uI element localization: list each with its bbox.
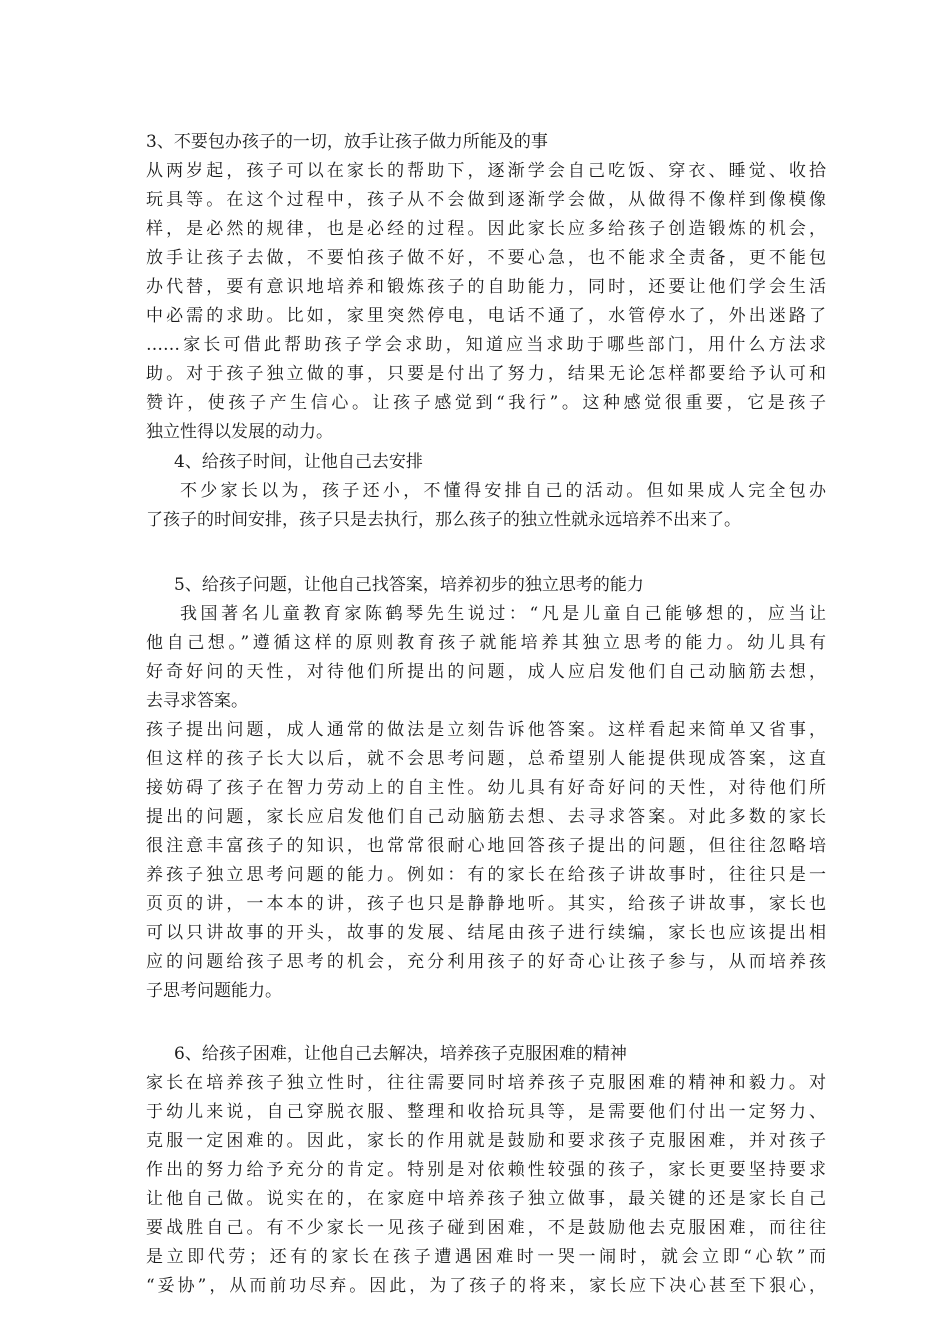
section-5 bbox=[146, 571, 826, 1006]
paragraph-line: 中必需的求助。比如，家里突然停电，电话不通了，水管停水了，外出迷路了 bbox=[146, 306, 826, 326]
paragraph-line: 好奇好问的天性，对待他们所提出的问题，成人应启发他们自己动脑筋去想， bbox=[146, 662, 826, 682]
paragraph-line: 赞许，使孩子产生信心。让孩子感觉到“我行”。这种感觉很重要，它是孩子 bbox=[146, 393, 826, 413]
paragraph-line: 从两岁起，孩子可以在家长的帮助下，逐渐学会自己吃饭、穿衣、睡觉、收拾 bbox=[146, 161, 826, 181]
paragraph-line: 玩具等。在这个过程中，孩子从不会做到逐渐学会做，从做得不像样到像模像 bbox=[146, 190, 826, 210]
section-4-heading: 4、给孩子时间，让他自己去安排 bbox=[174, 452, 423, 472]
paragraph-line: 养孩子独立思考问题的能力。例如：有的家长在给孩子讲故事时，往往只是一 bbox=[146, 865, 826, 885]
paragraph-line: 孩子提出问题，成人通常的做法是立刻告诉他答案。这样看起来简单又省事， bbox=[146, 720, 826, 740]
paragraph-line: 独立性得以发展的动力。 bbox=[146, 422, 333, 442]
paragraph-line: 去寻求答案。 bbox=[146, 691, 248, 711]
paragraph-line: 应的问题给孩子思考的机会，充分利用孩子的好奇心让孩子参与，从而培养孩 bbox=[146, 952, 826, 972]
paragraph-line: 他自己想。”遵循这样的原则教育孩子就能培养其独立思考的能力。幼儿具有 bbox=[146, 633, 826, 653]
paragraph-line: 要战胜自己。有不少家长一见孩子碰到困难，不是鼓励他去克服困难，而往往 bbox=[146, 1218, 826, 1238]
paragraph-line: 作出的努力给予充分的肯定。特别是对依赖性较强的孩子，家长更要坚持要求 bbox=[146, 1160, 826, 1180]
paragraph-line: 子思考问题能力。 bbox=[146, 981, 282, 1001]
section-5-heading: 5、给孩子问题，让他自己找答案，培养初步的独立思考的能力 bbox=[174, 575, 644, 595]
paragraph-line: 可以只讲故事的开头，故事的发展、结尾由孩子进行续编，家长也应该提出相 bbox=[146, 923, 826, 943]
paragraph-line: 接妨碍了孩子在智力劳动上的自主性。幼儿具有好奇好问的天性，对待他们所 bbox=[146, 778, 826, 798]
paragraph-line: 助。对于孩子独立做的事，只要是付出了努力，结果无论怎样都要给予认可和 bbox=[146, 364, 826, 384]
paragraph-line: 放手让孩子去做，不要怕孩子做不好，不要心急，也不能求全责备，更不能包 bbox=[146, 248, 826, 268]
paragraph-line: 让他自己做。说实在的，在家庭中培养孩子独立做事，最关键的还是家长自己 bbox=[146, 1189, 826, 1209]
paragraph-line: 我国著名儿童教育家陈鹤琴先生说过：“凡是儿童自己能够想的，应当让 bbox=[180, 604, 826, 624]
paragraph-line: 是立即代劳；还有的家长在孩子遭遇困难时一哭一闹时，就会立即“心软”而 bbox=[146, 1247, 826, 1267]
paragraph-line: “妥协”，从而前功尽弃。因此，为了孩子的将来，家长应下决心甚至下狠心， bbox=[146, 1276, 826, 1296]
section-4 bbox=[146, 448, 826, 535]
section-3-heading: 3、不要包办孩子的一切，放手让孩子做力所能及的事 bbox=[146, 132, 548, 152]
paragraph-line: 页页的讲，一本本的讲，孩子也只是静静地听。其实，给孩子讲故事，家长也 bbox=[146, 894, 826, 914]
paragraph-line: 了孩子的时间安排，孩子只是去执行，那么孩子的独立性就永远培养不出来了。 bbox=[146, 510, 741, 530]
paragraph-line: 克服一定困难的。因此，家长的作用就是鼓励和要求孩子克服困难，并对孩子 bbox=[146, 1131, 826, 1151]
section-6-heading: 6、给孩子困难，让他自己去解决，培养孩子克服困难的精神 bbox=[174, 1044, 627, 1064]
paragraph-line: 于幼儿来说，自己穿脱衣服、整理和收拾玩具等，是需要他们付出一定努力、 bbox=[146, 1102, 826, 1122]
paragraph-line: 办代替，要有意识地培养和锻炼孩子的自助能力，同时，还要让他们学会生活 bbox=[146, 277, 826, 297]
paragraph-line: 家长在培养孩子独立性时，往往需要同时培养孩子克服困难的精神和毅力。对 bbox=[146, 1073, 826, 1093]
section-3 bbox=[146, 128, 826, 447]
section-6 bbox=[146, 1040, 826, 1301]
paragraph-line: 但这样的孩子长大以后，就不会思考问题，总希望别人能提供现成答案，这直 bbox=[146, 749, 826, 769]
paragraph-line: 很注意丰富孩子的知识，也常常很耐心地回答孩子提出的问题，但往往忽略培 bbox=[146, 836, 826, 856]
paragraph-line: 样，是必然的规律，也是必经的过程。因此家长应多给孩子创造锻炼的机会， bbox=[146, 219, 826, 239]
paragraph-line: 不少家长以为，孩子还小，不懂得安排自己的活动。但如果成人完全包办 bbox=[180, 481, 826, 501]
paragraph-line: ……家长可借此帮助孩子学会求助，知道应当求助于哪些部门，用什么方法求 bbox=[146, 335, 826, 355]
paragraph-line: 提出的问题，家长应启发他们自己动脑筋去想、去寻求答案。对此多数的家长 bbox=[146, 807, 826, 827]
